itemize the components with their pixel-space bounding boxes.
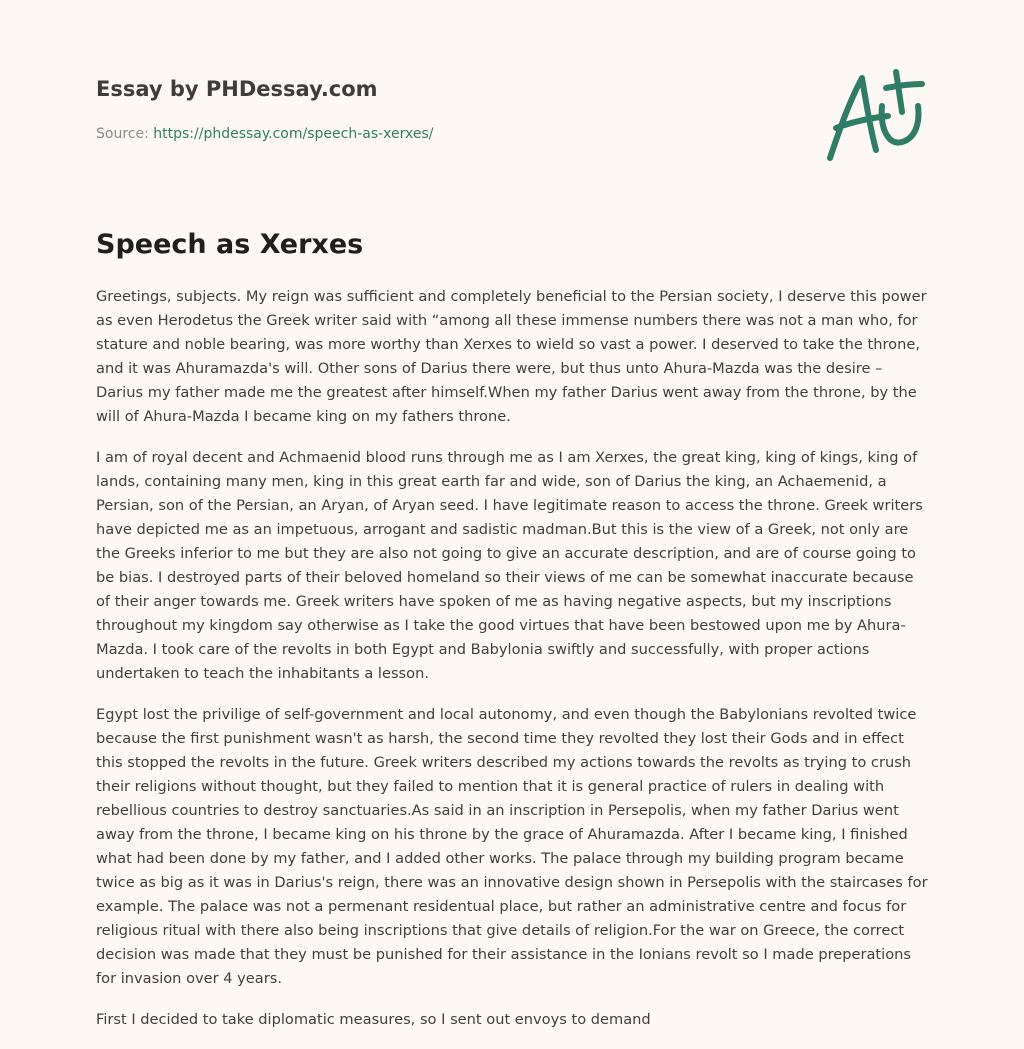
essay-paragraph: First I decided to take diplomatic measures, so I sent out envoys to demand bbox=[96, 1011, 651, 1028]
essay-body bbox=[96, 285, 928, 1049]
essay-paragraph: Egypt lost the privilige of self-government and local autonomy, and even though the Babylonians revolted twice because the first punishment wasn't as harsh, the second time they revolted they lost their Gods and in effect this stopped the revolts in the future. Greek writers described my actions towards the revolts as trying to crush their religions without thought, but they failed to mention that it is general practice of rulers in dealing with rebellious countries to destroy sanctuaries.As said in an inscription in Persepolis, when my father Darius went away from the throne, I became king on his throne by the grace of Ahuramazda. After I became king, I finished what had been done by my father, and I added other works. The palace through my building program became twice as big as it was in Darius's reign, there was an innovative design shown in Persepolis with the staircases for example. The palace was not a permenant residentual place, but rather an administrative centre and focus for religious ritual with there also being inscriptions that give details of religion.For the war on Greece, the correct decision was made that they must be punished for their assistance in the Ionians revolt so I made preperations for invasion over 4 years. bbox=[96, 706, 928, 987]
a-plus-grade-icon bbox=[822, 66, 932, 166]
source-label: Source: bbox=[96, 126, 154, 142]
essay-header bbox=[96, 74, 736, 144]
essay-title: Speech as Xerxes bbox=[96, 229, 364, 260]
source-link[interactable]: https://phdessay.com/speech-as-xerxes/ bbox=[153, 126, 434, 142]
site-brand: Essay by PHDessay.com bbox=[96, 77, 378, 101]
source-line bbox=[96, 124, 736, 144]
essay-paragraph: I am of royal decent and Achmaenid blood runs through me as I am Xerxes, the great king, king of kings, king of lands, containing many men, king in this great earth far and wide, son of Darius the king, an Achaemenid, a Persian, son of the Persian, an Aryan, of Aryan seed. I have legitimate reason to access the throne. Greek writers have depicted me as an impetuous, arrogant and sadistic madman.But this is the view of a Greek, not only are the Greeks inferior to me but they are also not going to give an accurate description, and are of course going to be bias. I destroyed parts of their beloved homeland so their views of me can be somewhat inaccurate because of their anger towards me. Greek writers have spoken of me as having negative aspects, but my inscriptions throughout my kingdom say otherwise as I take the good virtues that have been bestowed upon me by Ahura-Mazda. I took care of the revolts in both Egypt and Babylonia swiftly and successfully, with proper actions undertaken to teach the inhabitants a lesson. bbox=[96, 449, 923, 682]
essay-paragraph: Greetings, subjects. My reign was sufficient and completely beneficial to the Persian society, I deserve this power as even Herodetus the Greek writer said with “among all these immense numbers there was not a man who, for stature and noble bearing, was more worthy than Xerxes to wield so vast a power. I deserved to take the throne, and it was Ahuramazda's will. Other sons of Darius there were, but thus unto Ahura-Mazda was the desire – Darius my father made me the greatest after himself.When my father Darius went away from the throne, by the will of Ahura-Mazda I became king on my fathers throne. bbox=[96, 288, 927, 425]
